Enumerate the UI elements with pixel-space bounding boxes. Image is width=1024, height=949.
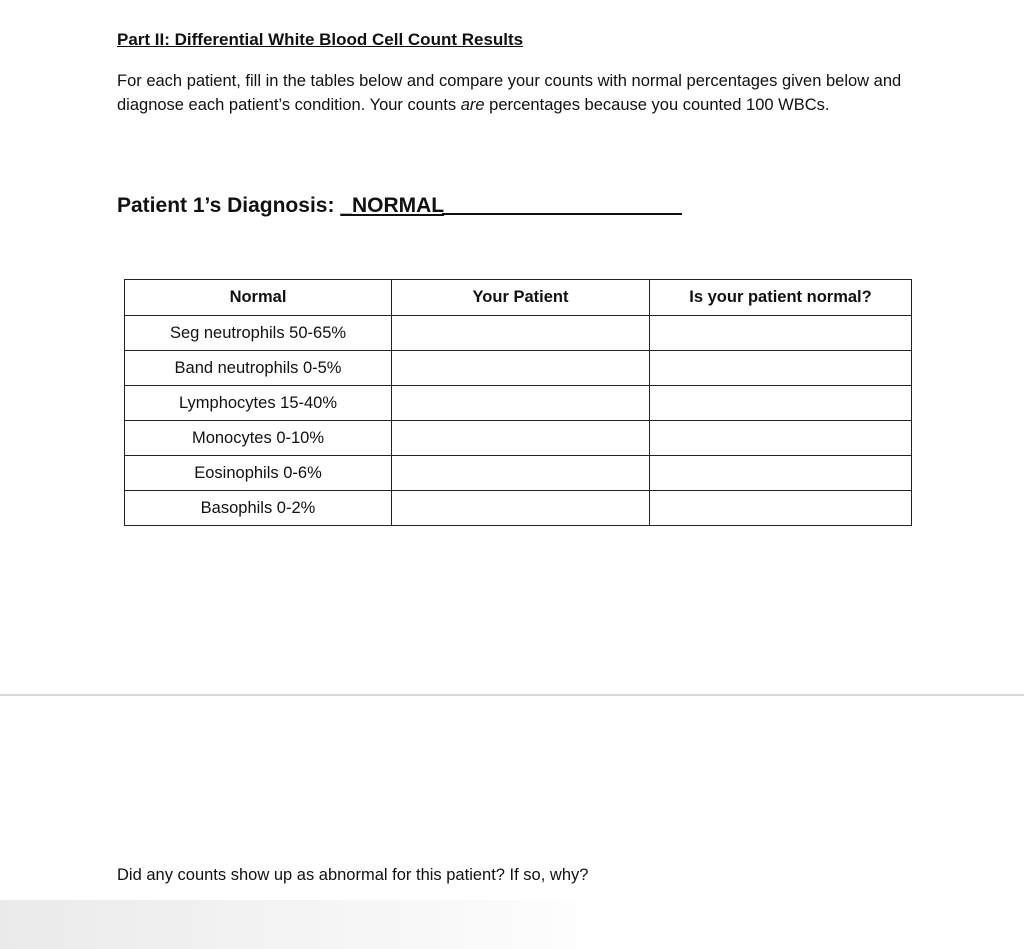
is-normal-cell[interactable]: [650, 386, 912, 421]
normal-range-cell: Monocytes 0-10%: [125, 421, 392, 456]
your-patient-cell[interactable]: [392, 491, 650, 526]
normal-range-cell: Basophils 0-2%: [125, 491, 392, 526]
bottom-shadow: [0, 900, 620, 949]
patient-diagnosis: [117, 194, 682, 218]
normal-range-cell: Band neutrophils 0-5%: [125, 351, 392, 386]
page-break-divider: [0, 694, 1024, 696]
table-row: [125, 421, 912, 456]
your-patient-cell[interactable]: [392, 421, 650, 456]
header-your-patient: Your Patient: [392, 280, 650, 316]
table-row: [125, 386, 912, 421]
is-normal-cell[interactable]: [650, 456, 912, 491]
diagnosis-answer[interactable]: _NORMAL: [340, 194, 445, 217]
is-normal-cell[interactable]: [650, 316, 912, 351]
is-normal-cell[interactable]: [650, 421, 912, 456]
section-title: Part II: Differential White Blood Cell Count Results: [117, 30, 524, 49]
your-patient-cell[interactable]: [392, 456, 650, 491]
table-row: [125, 316, 912, 351]
table-row: [125, 491, 912, 526]
diagnosis-label: Patient 1’s Diagnosis:: [117, 194, 341, 217]
instructions-text-1: For each patient, fill in the tables below and compare your counts with normal percentages given below and diagnose each patient’s condition. Your counts: [117, 72, 902, 114]
is-normal-cell[interactable]: [650, 491, 912, 526]
your-patient-cell[interactable]: [392, 386, 650, 421]
normal-range-cell: Eosinophils 0-6%: [125, 456, 392, 491]
instructions-text-2: percentages because you counted 100 WBCs.: [484, 96, 830, 114]
header-is-normal: Is your patient normal?: [650, 280, 912, 316]
instructions-emphasis: are: [460, 96, 485, 114]
is-normal-cell[interactable]: [650, 351, 912, 386]
wbc-count-table: [124, 279, 912, 526]
your-patient-cell[interactable]: [392, 316, 650, 351]
abnormal-counts-question: Did any counts show up as abnormal for this patient? If so, why?: [117, 866, 589, 884]
table-header-row: [125, 280, 912, 316]
table-row: [125, 351, 912, 386]
normal-range-cell: Lymphocytes 15-40%: [125, 386, 392, 421]
header-normal: Normal: [125, 280, 392, 316]
your-patient-cell[interactable]: [392, 351, 650, 386]
instructions-paragraph: [117, 69, 917, 117]
diagnosis-blank-line: [442, 213, 682, 215]
table-row: [125, 456, 912, 491]
normal-range-cell: Seg neutrophils 50-65%: [125, 316, 392, 351]
